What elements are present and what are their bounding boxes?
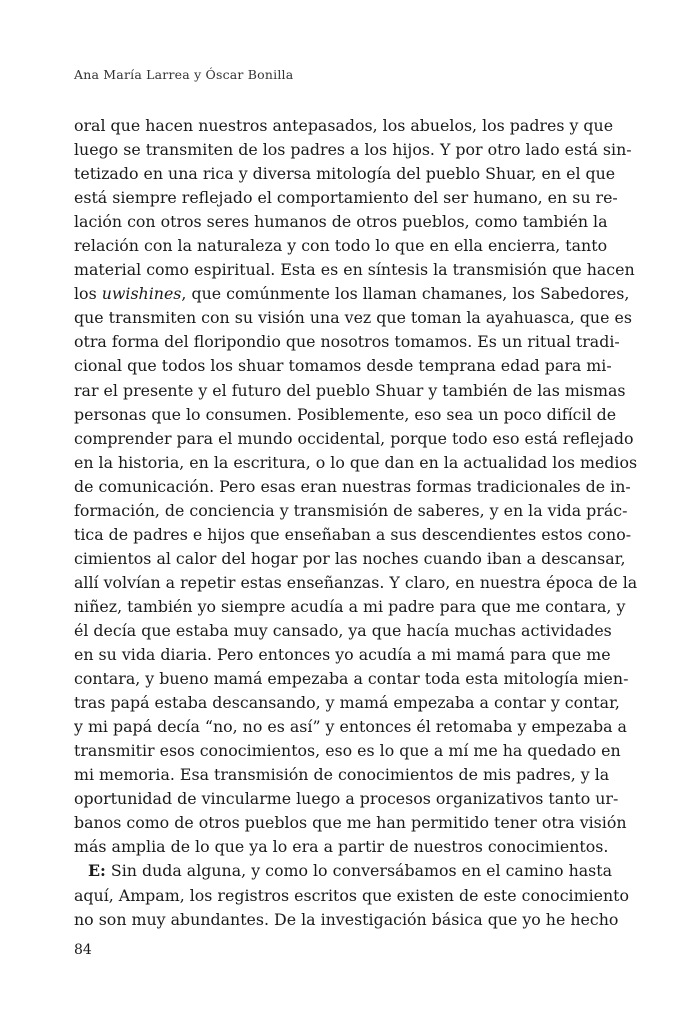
- text-run: los: [74, 284, 102, 304]
- page-number: 84: [74, 942, 92, 958]
- text-line: luego se transmiten de los padres a los hijos. Y por otro lado está sin-: [74, 140, 632, 160]
- text-line: personas que lo consumen. Posiblemente, eso sea un poco difícil de: [74, 404, 617, 424]
- text-line: niñez, también yo siempre acudía a mi padre para que me contara, y: [74, 596, 626, 616]
- text-line: oral que hacen nuestros antepasados, los abuelos, los padres y que: [74, 116, 614, 135]
- text-line: otra forma del floripondio que nosotros tomamos. Es un ritual tradi-: [74, 332, 620, 352]
- text-line: está siempre reflejado el comportamiento del ser humano, en su re-: [74, 188, 618, 208]
- text-line: tetizado en una rica y diversa mitología del pueblo Shuar, en el que: [74, 164, 616, 184]
- text-line: transmitir esos conocimientos, eso es lo que a mí me ha quedado en: [74, 741, 621, 761]
- text-line: formación, de conciencia y transmisión de saberes, y en la vida prác-: [74, 500, 628, 520]
- running-head: Ana María Larrea y Óscar Bonilla: [74, 67, 294, 82]
- text-line: tica de padres e hijos que enseñaban a sus descendientes estos cono-: [74, 524, 632, 544]
- text-line: no son muy abundantes. De la investigación básica que yo he hecho: [74, 909, 619, 929]
- text-line: lación con otros seres humanos de otros pueblos, como también la: [74, 212, 608, 232]
- text-line: en su vida diaria. Pero entonces yo acudía a mi mamá para que me: [74, 645, 611, 665]
- text-line: comprender para el mundo occidental, porque todo eso está reflejado: [74, 428, 634, 448]
- text-line: más amplia de lo que ya lo era a partir de nuestros conocimientos.: [74, 837, 609, 857]
- text-line: allí volvían a repetir estas enseñanzas. Y claro, en nuestra época de la: [74, 572, 638, 592]
- text-line: oportunidad de vincularme luego a procesos organizativos tanto ur-: [74, 789, 619, 809]
- text-run: Sin duda alguna, y como lo conversábamos en el camino hasta: [105, 861, 613, 881]
- text-line: rar el presente y el futuro del pueblo Shuar y también de las mismas: [74, 380, 626, 400]
- text-line: mi memoria. Esa transmisión de conocimientos de mis padres, y la: [74, 765, 610, 785]
- text-line: cimientos al calor del hogar por las noches cuando iban a descansar,: [74, 548, 626, 568]
- text-line: material como espiritual. Esta es en síntesis la transmisión que hacen: [74, 260, 635, 280]
- text-line: él decía que estaba muy cansado, ya que hacía muchas actividades: [74, 620, 612, 640]
- text-line: cional que todos los shuar tomamos desde temprana edad para mi-: [74, 356, 612, 376]
- text-line: [74, 282, 630, 306]
- text-line: y mi papá decía “no, no es así” y entonces él retomaba y empezaba a: [74, 717, 627, 737]
- text-line: tras papá estaba descansando, y mamá empezaba a contar y contar,: [74, 693, 620, 713]
- text-line: banos como de otros pueblos que me han permitido tener otra visión: [74, 813, 627, 833]
- text-line: aquí, Ampam, los registros escritos que existen de este conocimiento: [74, 885, 630, 905]
- text-line: [74, 859, 613, 883]
- italic-term: uwishines: [101, 284, 182, 304]
- text-line: relación con la naturaleza y con todo lo que en ella encierra, tanto: [74, 236, 608, 256]
- text-line: contara, y bueno mamá empezaba a contar toda esta mitología mien-: [74, 669, 629, 689]
- body-text: [74, 114, 638, 932]
- speaker-label: E:: [88, 861, 106, 881]
- text-run: , que comúnmente los llaman chamanes, los Sabedores,: [181, 284, 630, 304]
- text-line: que transmiten con su visión una vez que toman la ayahuasca, que es: [74, 308, 632, 328]
- text-line: en la historia, en la escritura, o lo que dan en la actualidad los medios: [74, 452, 638, 472]
- text-line: de comunicación. Pero esas eran nuestras formas tradicionales de in-: [74, 476, 631, 496]
